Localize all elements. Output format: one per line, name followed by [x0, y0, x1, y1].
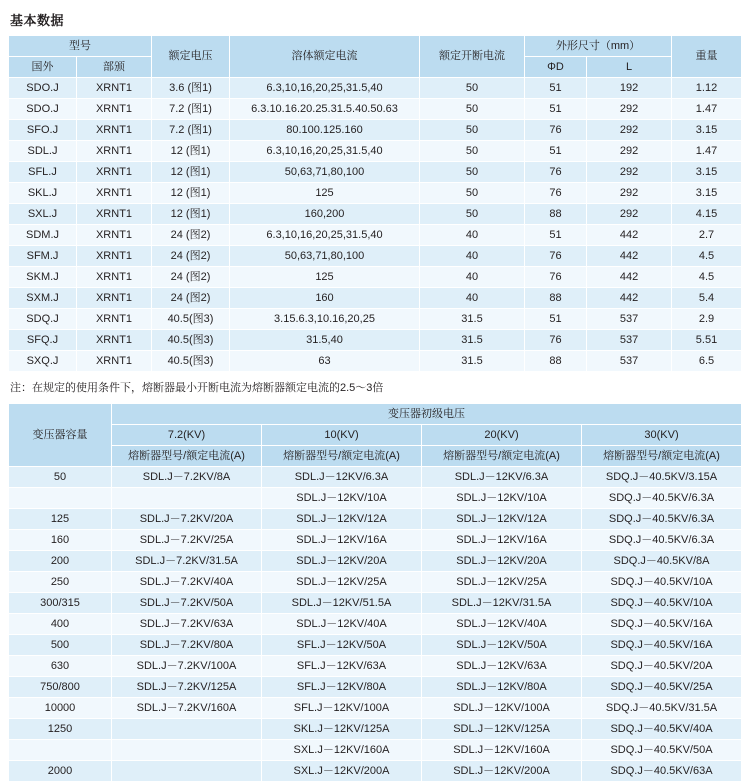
table-row: [9, 488, 742, 509]
cell-diameter: 51: [525, 99, 587, 120]
cell-model-national: XRNT1: [77, 78, 152, 99]
table-row: [9, 740, 742, 761]
selection-table: [8, 403, 742, 782]
header-model: 型号: [9, 36, 152, 57]
cell-rated-voltage: 7.2 (图1): [152, 120, 230, 141]
cell-fuse-10kv: SDL.J－12KV/51.5A: [262, 593, 422, 614]
cell-breaking-current: 50: [420, 183, 525, 204]
cell-fuse-30kv: SDQ.J－40.5KV/16A: [582, 614, 742, 635]
cell-length: 537: [587, 330, 672, 351]
cell-rated-voltage: 12 (图1): [152, 183, 230, 204]
table-row: [9, 719, 742, 740]
header-primary-voltage-group: 变压器初级电压: [112, 404, 742, 425]
cell-fuse-7-2kv: SDL.J－7.2KV/40A: [112, 572, 262, 593]
header-model-national: 部颁: [77, 57, 152, 78]
table-row: [9, 162, 742, 183]
cell-weight: 2.7: [672, 225, 742, 246]
table-row: [9, 246, 742, 267]
cell-weight: 4.5: [672, 267, 742, 288]
cell-diameter: 51: [525, 309, 587, 330]
cell-length: 442: [587, 267, 672, 288]
cell-length: 537: [587, 309, 672, 330]
cell-breaking-current: 50: [420, 162, 525, 183]
cell-fuse-30kv: SDQ.J－40.5KV/20A: [582, 656, 742, 677]
cell-rated-current: 160,200: [230, 204, 420, 225]
cell-model-foreign: SXL.J: [9, 204, 77, 225]
cell-model-foreign: SXM.J: [9, 288, 77, 309]
cell-fuse-7-2kv: SDL.J－7.2KV/160A: [112, 698, 262, 719]
table-row: [9, 551, 742, 572]
cell-rated-voltage: 40.5(图3): [152, 330, 230, 351]
cell-fuse-20kv: SDL.J－12KV/12A: [422, 509, 582, 530]
basic-data-table: [8, 35, 742, 372]
cell-diameter: 76: [525, 183, 587, 204]
cell-rated-voltage: 3.6 (图1): [152, 78, 230, 99]
cell-fuse-20kv: SDL.J－12KV/40A: [422, 614, 582, 635]
cell-fuse-20kv: SDL.J－12KV/16A: [422, 530, 582, 551]
cell-fuse-20kv: SDL.J－12KV/20A: [422, 551, 582, 572]
table-row: [9, 593, 742, 614]
table-row: [9, 330, 742, 351]
table-row: [9, 614, 742, 635]
cell-fuse-20kv: SDL.J－12KV/160A: [422, 740, 582, 761]
cell-length: 192: [587, 78, 672, 99]
cell-fuse-30kv: SDQ.J－40.5KV/50A: [582, 740, 742, 761]
table-row: [9, 656, 742, 677]
header-rated-voltage: 额定电压: [152, 36, 230, 78]
cell-rated-current: 160: [230, 288, 420, 309]
cell-breaking-current: 50: [420, 120, 525, 141]
cell-fuse-30kv: SDQ.J－40.5KV/8A: [582, 551, 742, 572]
cell-breaking-current: 50: [420, 141, 525, 162]
table-row: [9, 635, 742, 656]
cell-capacity: 10000: [9, 698, 112, 719]
selection-header-row-1: [9, 404, 742, 425]
table-row: [9, 509, 742, 530]
cell-breaking-current: 50: [420, 99, 525, 120]
cell-breaking-current: 40: [420, 246, 525, 267]
cell-rated-current: 50,63,71,80,100: [230, 162, 420, 183]
cell-length: 292: [587, 141, 672, 162]
cell-fuse-30kv: SDQ.J－40.5KV/16A: [582, 635, 742, 656]
cell-model-national: XRNT1: [77, 204, 152, 225]
cell-rated-current: 80.100.125.160: [230, 120, 420, 141]
cell-fuse-20kv: SDL.J－12KV/10A: [422, 488, 582, 509]
table-row: [9, 761, 742, 782]
cell-diameter: 51: [525, 141, 587, 162]
table-row: [9, 530, 742, 551]
header-voltage-10kv: 10(KV): [262, 425, 422, 446]
table-row: [9, 572, 742, 593]
cell-fuse-30kv: SDQ.J－40.5KV/40A: [582, 719, 742, 740]
cell-length: 442: [587, 246, 672, 267]
cell-rated-current: 31.5,40: [230, 330, 420, 351]
cell-capacity: 160: [9, 530, 112, 551]
cell-fuse-7-2kv: SDL.J－7.2KV/25A: [112, 530, 262, 551]
cell-model-foreign: SFM.J: [9, 246, 77, 267]
cell-diameter: 51: [525, 225, 587, 246]
cell-length: 442: [587, 288, 672, 309]
cell-fuse-20kv: SDL.J－12KV/25A: [422, 572, 582, 593]
cell-length: 292: [587, 183, 672, 204]
cell-model-national: XRNT1: [77, 120, 152, 141]
cell-fuse-20kv: SDL.J－12KV/80A: [422, 677, 582, 698]
table-note: 注：在规定的使用条件下，熔断器最小开断电流为熔断器额定电流的2.5～3倍: [10, 382, 384, 394]
cell-diameter: 76: [525, 330, 587, 351]
table-row: [9, 267, 742, 288]
cell-length: 292: [587, 120, 672, 141]
cell-weight: 5.51: [672, 330, 742, 351]
cell-fuse-10kv: SDL.J－12KV/6.3A: [262, 467, 422, 488]
basic-data-body: [9, 78, 742, 372]
cell-capacity: 500: [9, 635, 112, 656]
header-voltage-20kv: 20(KV): [422, 425, 582, 446]
table-row: [9, 351, 742, 372]
cell-capacity: 300/315: [9, 593, 112, 614]
cell-model-foreign: SDO.J: [9, 99, 77, 120]
cell-diameter: 51: [525, 78, 587, 99]
cell-fuse-7-2kv: [112, 719, 262, 740]
cell-rated-voltage: 12 (图1): [152, 141, 230, 162]
cell-rated-current: 3.15.6.3,10.16,20,25: [230, 309, 420, 330]
cell-rated-current: 125: [230, 183, 420, 204]
cell-fuse-30kv: SDQ.J－40.5KV/25A: [582, 677, 742, 698]
cell-model-foreign: SKM.J: [9, 267, 77, 288]
cell-fuse-7-2kv: SDL.J－7.2KV/80A: [112, 635, 262, 656]
cell-fuse-10kv: SFL.J－12KV/80A: [262, 677, 422, 698]
cell-model-national: XRNT1: [77, 351, 152, 372]
selection-header-row-3: [9, 446, 742, 467]
cell-fuse-10kv: SDL.J－12KV/40A: [262, 614, 422, 635]
cell-diameter: 88: [525, 204, 587, 225]
cell-rated-voltage: 24 (图2): [152, 267, 230, 288]
cell-weight: 6.5: [672, 351, 742, 372]
cell-fuse-10kv: SDL.J－12KV/10A: [262, 488, 422, 509]
header-sub-10kv: 熔断器型号/额定电流(A): [262, 446, 422, 467]
cell-weight: 3.15: [672, 120, 742, 141]
cell-fuse-20kv: SDL.J－12KV/6.3A: [422, 467, 582, 488]
cell-fuse-7-2kv: [112, 761, 262, 782]
cell-capacity: 400: [9, 614, 112, 635]
cell-model-foreign: SFQ.J: [9, 330, 77, 351]
cell-model-foreign: SDO.J: [9, 78, 77, 99]
cell-fuse-30kv: SDQ.J－40.5KV/3.15A: [582, 467, 742, 488]
cell-fuse-10kv: SFL.J－12KV/100A: [262, 698, 422, 719]
cell-fuse-7-2kv: [112, 488, 262, 509]
table-row: [9, 225, 742, 246]
cell-fuse-10kv: SKL.J－12KV/125A: [262, 719, 422, 740]
cell-diameter: 76: [525, 120, 587, 141]
cell-fuse-10kv: SDL.J－12KV/12A: [262, 509, 422, 530]
selection-body: [9, 467, 742, 782]
header-model-foreign: 国外: [9, 57, 77, 78]
cell-rated-current: 6.3,10,16,20,25,31.5,40: [230, 78, 420, 99]
cell-model-foreign: SXQ.J: [9, 351, 77, 372]
cell-breaking-current: 31.5: [420, 309, 525, 330]
cell-fuse-7-2kv: SDL.J－7.2KV/31.5A: [112, 551, 262, 572]
cell-rated-current: 63: [230, 351, 420, 372]
header-dim-diameter: ΦD: [525, 57, 587, 78]
cell-fuse-30kv: SDQ.J－40.5KV/6.3A: [582, 509, 742, 530]
cell-capacity: 2000: [9, 761, 112, 782]
cell-rated-voltage: 24 (图2): [152, 246, 230, 267]
cell-weight: 4.5: [672, 246, 742, 267]
cell-rated-voltage: 40.5(图3): [152, 309, 230, 330]
header-rated-current: 溶体额定电流: [230, 36, 420, 78]
cell-rated-voltage: 40.5(图3): [152, 351, 230, 372]
cell-fuse-20kv: SDL.J－12KV/63A: [422, 656, 582, 677]
cell-fuse-30kv: SDQ.J－40.5KV/10A: [582, 593, 742, 614]
cell-weight: 3.15: [672, 162, 742, 183]
cell-length: 537: [587, 351, 672, 372]
cell-fuse-10kv: SDL.J－12KV/16A: [262, 530, 422, 551]
cell-breaking-current: 40: [420, 288, 525, 309]
page-title: 基本数据: [10, 13, 65, 28]
table-row: [9, 288, 742, 309]
cell-model-national: XRNT1: [77, 225, 152, 246]
cell-fuse-20kv: SDL.J－12KV/31.5A: [422, 593, 582, 614]
cell-model-national: XRNT1: [77, 246, 152, 267]
header-dimensions: 外形尺寸（mm）: [525, 36, 672, 57]
cell-fuse-10kv: SDL.J－12KV/25A: [262, 572, 422, 593]
cell-fuse-30kv: SDQ.J－40.5KV/63A: [582, 761, 742, 782]
cell-fuse-7-2kv: SDL.J－7.2KV/50A: [112, 593, 262, 614]
cell-model-foreign: SFO.J: [9, 120, 77, 141]
cell-diameter: 76: [525, 162, 587, 183]
selection-header-row-2: [9, 425, 742, 446]
cell-model-national: XRNT1: [77, 309, 152, 330]
cell-weight: 1.47: [672, 141, 742, 162]
cell-rated-current: 6.3.10.16.20.25.31.5.40.50.63: [230, 99, 420, 120]
cell-breaking-current: 40: [420, 267, 525, 288]
table-row: [9, 309, 742, 330]
table-row: [9, 141, 742, 162]
cell-breaking-current: 40: [420, 225, 525, 246]
cell-model-foreign: SDL.J: [9, 141, 77, 162]
cell-diameter: 76: [525, 246, 587, 267]
cell-fuse-30kv: SDQ.J－40.5KV/6.3A: [582, 488, 742, 509]
cell-breaking-current: 50: [420, 204, 525, 225]
header-voltage-7-2kv: 7.2(KV): [112, 425, 262, 446]
cell-model-national: XRNT1: [77, 99, 152, 120]
cell-model-foreign: SKL.J: [9, 183, 77, 204]
cell-model-national: XRNT1: [77, 267, 152, 288]
cell-breaking-current: 31.5: [420, 351, 525, 372]
cell-model-national: XRNT1: [77, 141, 152, 162]
table-row: [9, 204, 742, 225]
cell-fuse-30kv: SDQ.J－40.5KV/10A: [582, 572, 742, 593]
table-row: [9, 698, 742, 719]
cell-model-foreign: SFL.J: [9, 162, 77, 183]
table-row: [9, 677, 742, 698]
cell-capacity: [9, 488, 112, 509]
cell-length: 442: [587, 225, 672, 246]
header-dim-length: L: [587, 57, 672, 78]
cell-model-foreign: SDM.J: [9, 225, 77, 246]
cell-length: 292: [587, 162, 672, 183]
cell-fuse-10kv: SXL.J－12KV/200A: [262, 761, 422, 782]
cell-weight: 1.12: [672, 78, 742, 99]
cell-rated-voltage: 12 (图1): [152, 204, 230, 225]
cell-fuse-7-2kv: SDL.J－7.2KV/8A: [112, 467, 262, 488]
cell-fuse-7-2kv: [112, 740, 262, 761]
cell-fuse-20kv: SDL.J－12KV/100A: [422, 698, 582, 719]
cell-capacity: 200: [9, 551, 112, 572]
cell-diameter: 76: [525, 267, 587, 288]
cell-fuse-20kv: SDL.J－12KV/125A: [422, 719, 582, 740]
cell-rated-voltage: 12 (图1): [152, 162, 230, 183]
table-row: [9, 467, 742, 488]
cell-diameter: 88: [525, 351, 587, 372]
cell-fuse-30kv: SDQ.J－40.5KV/6.3A: [582, 530, 742, 551]
cell-fuse-10kv: SFL.J－12KV/63A: [262, 656, 422, 677]
cell-capacity: 1250: [9, 719, 112, 740]
table-row: [9, 78, 742, 99]
cell-model-national: XRNT1: [77, 288, 152, 309]
cell-capacity: 250: [9, 572, 112, 593]
header-sub-30kv: 熔断器型号/额定电流(A): [582, 446, 742, 467]
cell-length: 292: [587, 99, 672, 120]
table-row: [9, 99, 742, 120]
cell-model-national: XRNT1: [77, 330, 152, 351]
cell-fuse-7-2kv: SDL.J－7.2KV/100A: [112, 656, 262, 677]
cell-fuse-7-2kv: SDL.J－7.2KV/63A: [112, 614, 262, 635]
cell-fuse-20kv: SDL.J－12KV/200A: [422, 761, 582, 782]
header-breaking-current: 额定开断电流: [420, 36, 525, 78]
cell-rated-voltage: 7.2 (图1): [152, 99, 230, 120]
cell-capacity: 750/800: [9, 677, 112, 698]
header-sub-7-2kv: 熔断器型号/额定电流(A): [112, 446, 262, 467]
cell-capacity: 630: [9, 656, 112, 677]
cell-capacity: [9, 740, 112, 761]
cell-weight: 1.47: [672, 99, 742, 120]
cell-model-national: XRNT1: [77, 183, 152, 204]
cell-fuse-10kv: SXL.J－12KV/160A: [262, 740, 422, 761]
cell-diameter: 88: [525, 288, 587, 309]
cell-weight: 3.15: [672, 183, 742, 204]
cell-fuse-10kv: SFL.J－12KV/50A: [262, 635, 422, 656]
cell-fuse-10kv: SDL.J－12KV/20A: [262, 551, 422, 572]
table-row: [9, 183, 742, 204]
cell-fuse-7-2kv: SDL.J－7.2KV/125A: [112, 677, 262, 698]
cell-weight: 5.4: [672, 288, 742, 309]
cell-weight: 4.15: [672, 204, 742, 225]
table-header-row-1: [9, 36, 742, 57]
header-transformer-capacity: 变压器容量: [9, 404, 112, 467]
cell-rated-current: 6.3,10,16,20,25,31.5,40: [230, 141, 420, 162]
cell-model-foreign: SDQ.J: [9, 309, 77, 330]
header-weight: 重量: [672, 36, 742, 78]
cell-rated-current: 50,63,71,80,100: [230, 246, 420, 267]
cell-fuse-30kv: SDQ.J－40.5KV/31.5A: [582, 698, 742, 719]
cell-breaking-current: 31.5: [420, 330, 525, 351]
cell-fuse-20kv: SDL.J－12KV/50A: [422, 635, 582, 656]
cell-length: 292: [587, 204, 672, 225]
cell-rated-current: 125: [230, 267, 420, 288]
cell-weight: 2.9: [672, 309, 742, 330]
table-row: [9, 120, 742, 141]
cell-capacity: 50: [9, 467, 112, 488]
cell-model-national: XRNT1: [77, 162, 152, 183]
header-sub-20kv: 熔断器型号/额定电流(A): [422, 446, 582, 467]
cell-breaking-current: 50: [420, 78, 525, 99]
cell-fuse-7-2kv: SDL.J－7.2KV/20A: [112, 509, 262, 530]
cell-rated-current: 6.3,10,16,20,25,31.5,40: [230, 225, 420, 246]
cell-rated-voltage: 24 (图2): [152, 288, 230, 309]
cell-rated-voltage: 24 (图2): [152, 225, 230, 246]
header-voltage-30kv: 30(KV): [582, 425, 742, 446]
cell-capacity: 125: [9, 509, 112, 530]
